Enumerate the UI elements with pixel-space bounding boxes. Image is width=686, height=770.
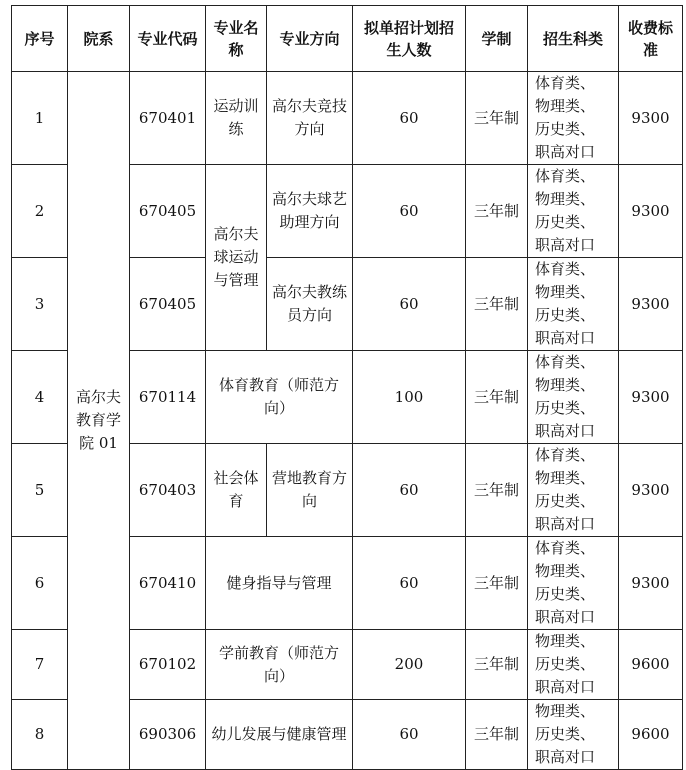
name-cell: 社会体育 [206,444,267,537]
header-seq: 序号 [12,6,68,72]
plan-cell: 60 [353,444,466,537]
duration-cell: 三年制 [466,630,528,700]
code-cell: 670401 [130,72,206,165]
plan-cell: 60 [353,258,466,351]
direction-cell: 高尔夫竞技方向 [267,72,353,165]
duration-cell: 三年制 [466,444,528,537]
direction-cell: 高尔夫教练员方向 [267,258,353,351]
category-cell: 体育类、 物理类、 历史类、 职高对口 [528,165,619,258]
seq-cell: 6 [12,537,68,630]
direction-cell: 营地教育方向 [267,444,353,537]
table-row [12,72,683,165]
name-cell: 运动训练 [206,72,267,165]
plan-cell: 60 [353,165,466,258]
fee-cell: 9300 [619,351,683,444]
duration-cell: 三年制 [466,700,528,770]
direction-cell: 高尔夫球艺助理方向 [267,165,353,258]
code-cell: 670102 [130,630,206,700]
header-code: 专业代码 [130,6,206,72]
header-dept: 院系 [68,6,130,72]
seq-cell: 8 [12,700,68,770]
name-direction-cell: 体育教育（师范方向） [206,351,353,444]
fee-cell: 9600 [619,630,683,700]
duration-cell: 三年制 [466,258,528,351]
header-plan: 拟单招计划招生人数 [353,6,466,72]
code-cell: 670403 [130,444,206,537]
seq-cell: 4 [12,351,68,444]
plan-cell: 60 [353,700,466,770]
category-cell: 体育类、 物理类、 历史类、 职高对口 [528,258,619,351]
fee-cell: 9300 [619,72,683,165]
code-cell: 670405 [130,165,206,258]
header-fee: 收费标准 [619,6,683,72]
category-cell: 体育类、 物理类、 历史类、 职高对口 [528,537,619,630]
name-direction-cell: 健身指导与管理 [206,537,353,630]
seq-cell: 3 [12,258,68,351]
category-cell: 物理类、 历史类、 职高对口 [528,630,619,700]
category-cell: 物理类、 历史类、 职高对口 [528,700,619,770]
duration-cell: 三年制 [466,165,528,258]
duration-cell: 三年制 [466,351,528,444]
fee-cell: 9300 [619,444,683,537]
code-cell: 670114 [130,351,206,444]
seq-cell: 7 [12,630,68,700]
category-cell: 体育类、 物理类、 历史类、 职高对口 [528,72,619,165]
code-cell: 670410 [130,537,206,630]
code-cell: 670405 [130,258,206,351]
duration-cell: 三年制 [466,537,528,630]
header-category: 招生科类 [528,6,619,72]
plan-cell: 100 [353,351,466,444]
fee-cell: 9600 [619,700,683,770]
header-duration: 学制 [466,6,528,72]
fee-cell: 9300 [619,537,683,630]
plan-cell: 60 [353,72,466,165]
plan-cell: 60 [353,537,466,630]
name-direction-cell: 学前教育（师范方向） [206,630,353,700]
code-cell: 690306 [130,700,206,770]
header-row [12,6,683,72]
name-direction-cell: 幼儿发展与健康管理 [206,700,353,770]
seq-cell: 2 [12,165,68,258]
fee-cell: 9300 [619,165,683,258]
seq-cell: 5 [12,444,68,537]
plan-cell: 200 [353,630,466,700]
name-cell: 高尔夫球运动与管理 [206,165,267,351]
seq-cell: 1 [12,72,68,165]
enrollment-table [11,5,683,770]
header-direction: 专业方向 [267,6,353,72]
duration-cell: 三年制 [466,72,528,165]
category-cell: 体育类、 物理类、 历史类、 职高对口 [528,444,619,537]
dept-cell: 高尔夫教育学院 01 [68,72,130,770]
header-name: 专业名称 [206,6,267,72]
category-cell: 体育类、 物理类、 历史类、 职高对口 [528,351,619,444]
fee-cell: 9300 [619,258,683,351]
